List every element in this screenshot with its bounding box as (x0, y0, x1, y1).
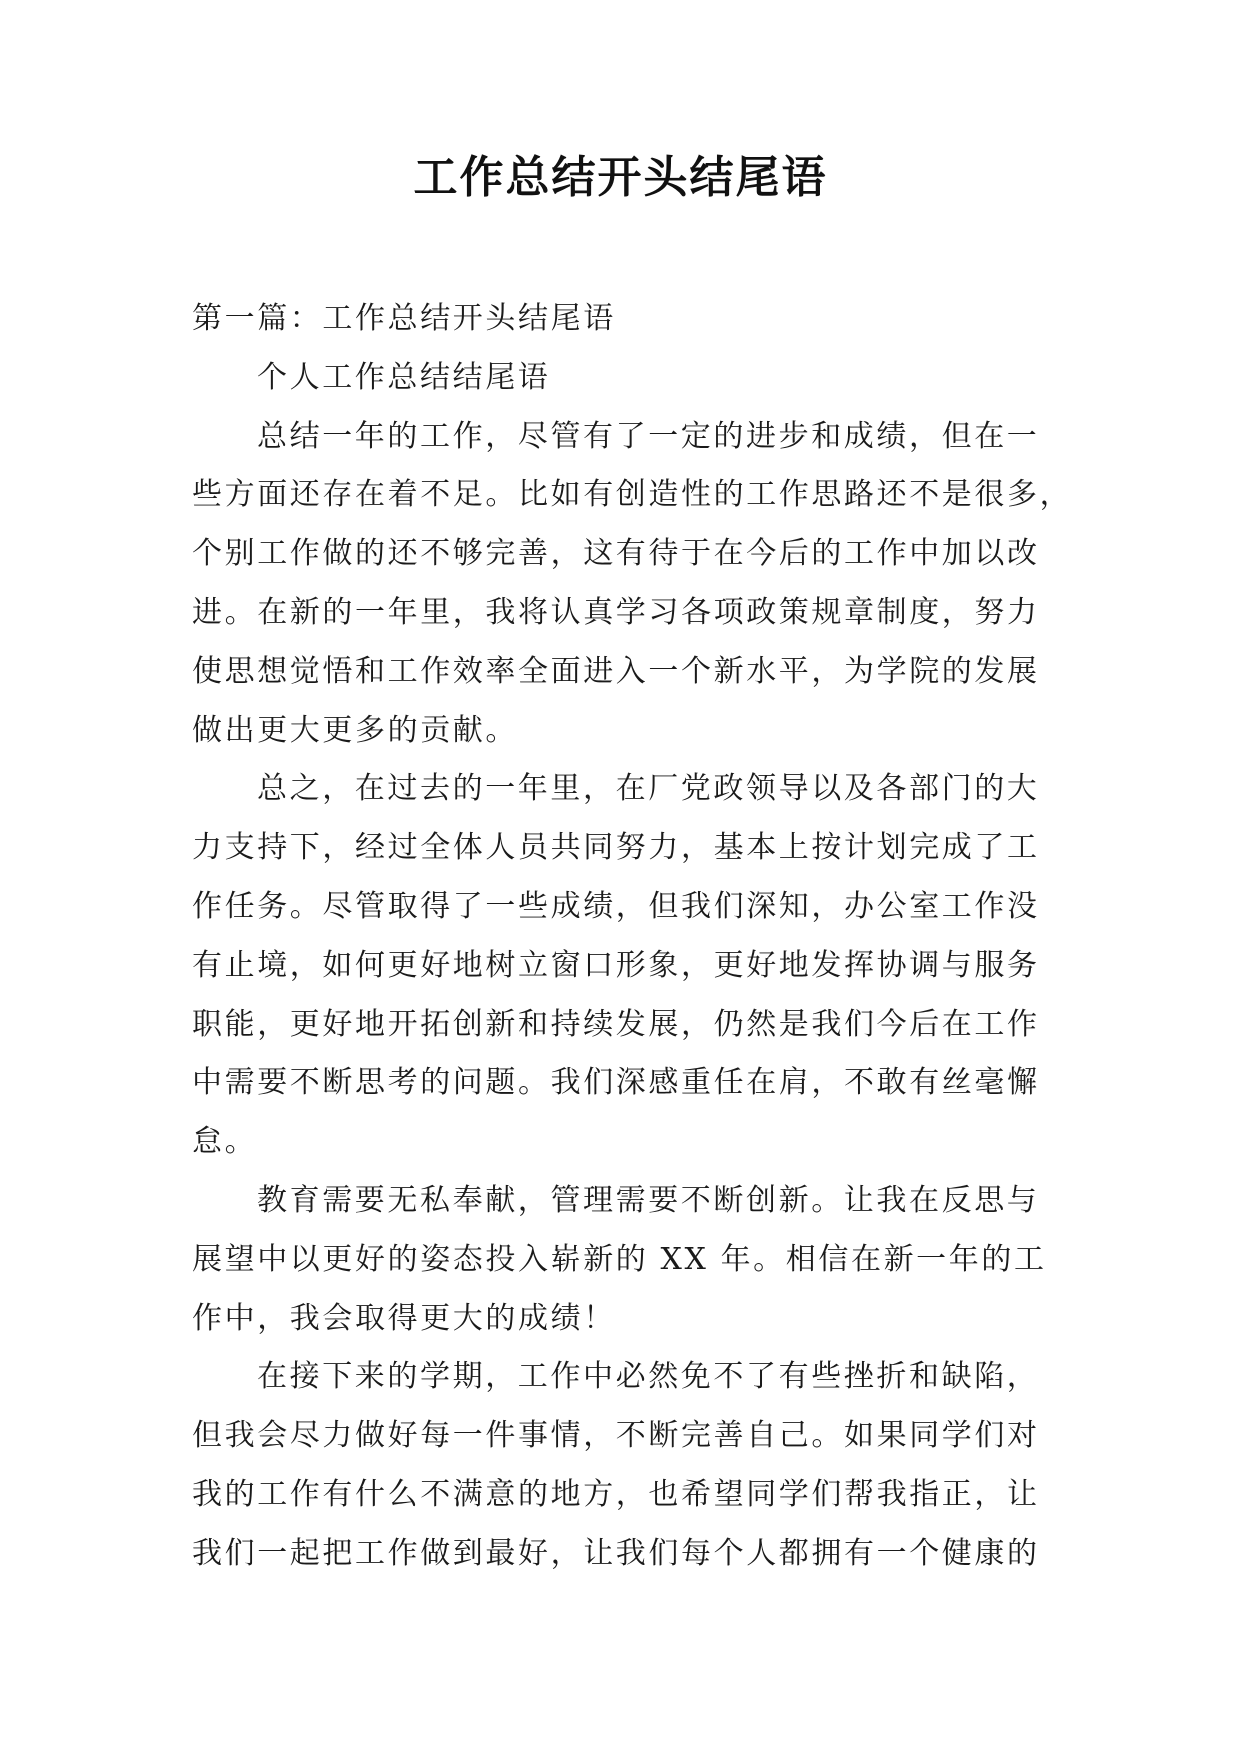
paragraph-line: 职能，更好地开拓创新和持续发展，仍然是我们今后在工作 (192, 1006, 1040, 1042)
paragraph-line: 使思想觉悟和工作效率全面进入一个新水平，为学院的发展 (192, 653, 1040, 689)
paragraph-line: 总结一年的工作，尽管有了一定的进步和成绩，但在一 (257, 418, 1040, 454)
document-body (192, 290, 1073, 1584)
paragraph-line: 做出更大更多的贡献。 (192, 712, 518, 748)
document-title: 工作总结开头结尾语 (413, 152, 828, 203)
paragraph-line: 我们一起把工作做到最好，让我们每个人都拥有一个健康的 (192, 1535, 1040, 1571)
paragraph-line: 作任务。尽管取得了一些成绩，但我们深知，办公室工作没 (192, 888, 1040, 924)
paragraph-line: 作中，我会取得更大的成绩！ (192, 1300, 616, 1336)
paragraph-line: 我的工作有什么不满意的地方，也希望同学们帮我指正，让 (192, 1476, 1040, 1512)
paragraph-line: 个别工作做的还不够完善，这有待于在今后的工作中加以改 (192, 536, 1040, 572)
paragraph-line: 有止境，如何更好地树立窗口形象，更好地发挥协调与服务 (192, 947, 1040, 983)
paragraph-1 (192, 408, 1073, 761)
paragraph-line: 展望中以更好的姿态投入崭新的 XX 年。相信在新一年的工 (192, 1241, 1047, 1277)
paragraph-line: 力支持下，经过全体人员共同努力，基本上按计划完成了工 (192, 830, 1040, 866)
subheading: 个人工作总结结尾语 (257, 359, 551, 395)
paragraph-line: 但我会尽力做好每一件事情，不断完善自己。如果同学们对 (192, 1418, 1040, 1454)
paragraph-line: 总之，在过去的一年里，在厂党政领导以及各部门的大 (257, 771, 1040, 807)
section-heading: 第一篇：工作总结开头结尾语 (192, 301, 616, 336)
paragraph-line: 怠。 (192, 1124, 258, 1160)
paragraph-3 (192, 1172, 1052, 1348)
paragraph-2 (192, 760, 1052, 1172)
paragraph-line: 些方面还存在着不足。比如有创造性的工作思路还不是很多， (192, 477, 1073, 513)
paragraph-line: 教育需要无私奉献，管理需要不断创新。让我在反思与 (257, 1182, 1040, 1218)
paragraph-line: 在接下来的学期，工作中必然免不了有些挫折和缺陷， (257, 1359, 1040, 1395)
paragraph-line: 中需要不断思考的问题。我们深感重任在肩，不敢有丝毫懈 (192, 1065, 1040, 1101)
paragraph-line: 进。在新的一年里，我将认真学习各项政策规章制度，努力 (192, 594, 1040, 630)
paragraph-4 (192, 1348, 1052, 1583)
